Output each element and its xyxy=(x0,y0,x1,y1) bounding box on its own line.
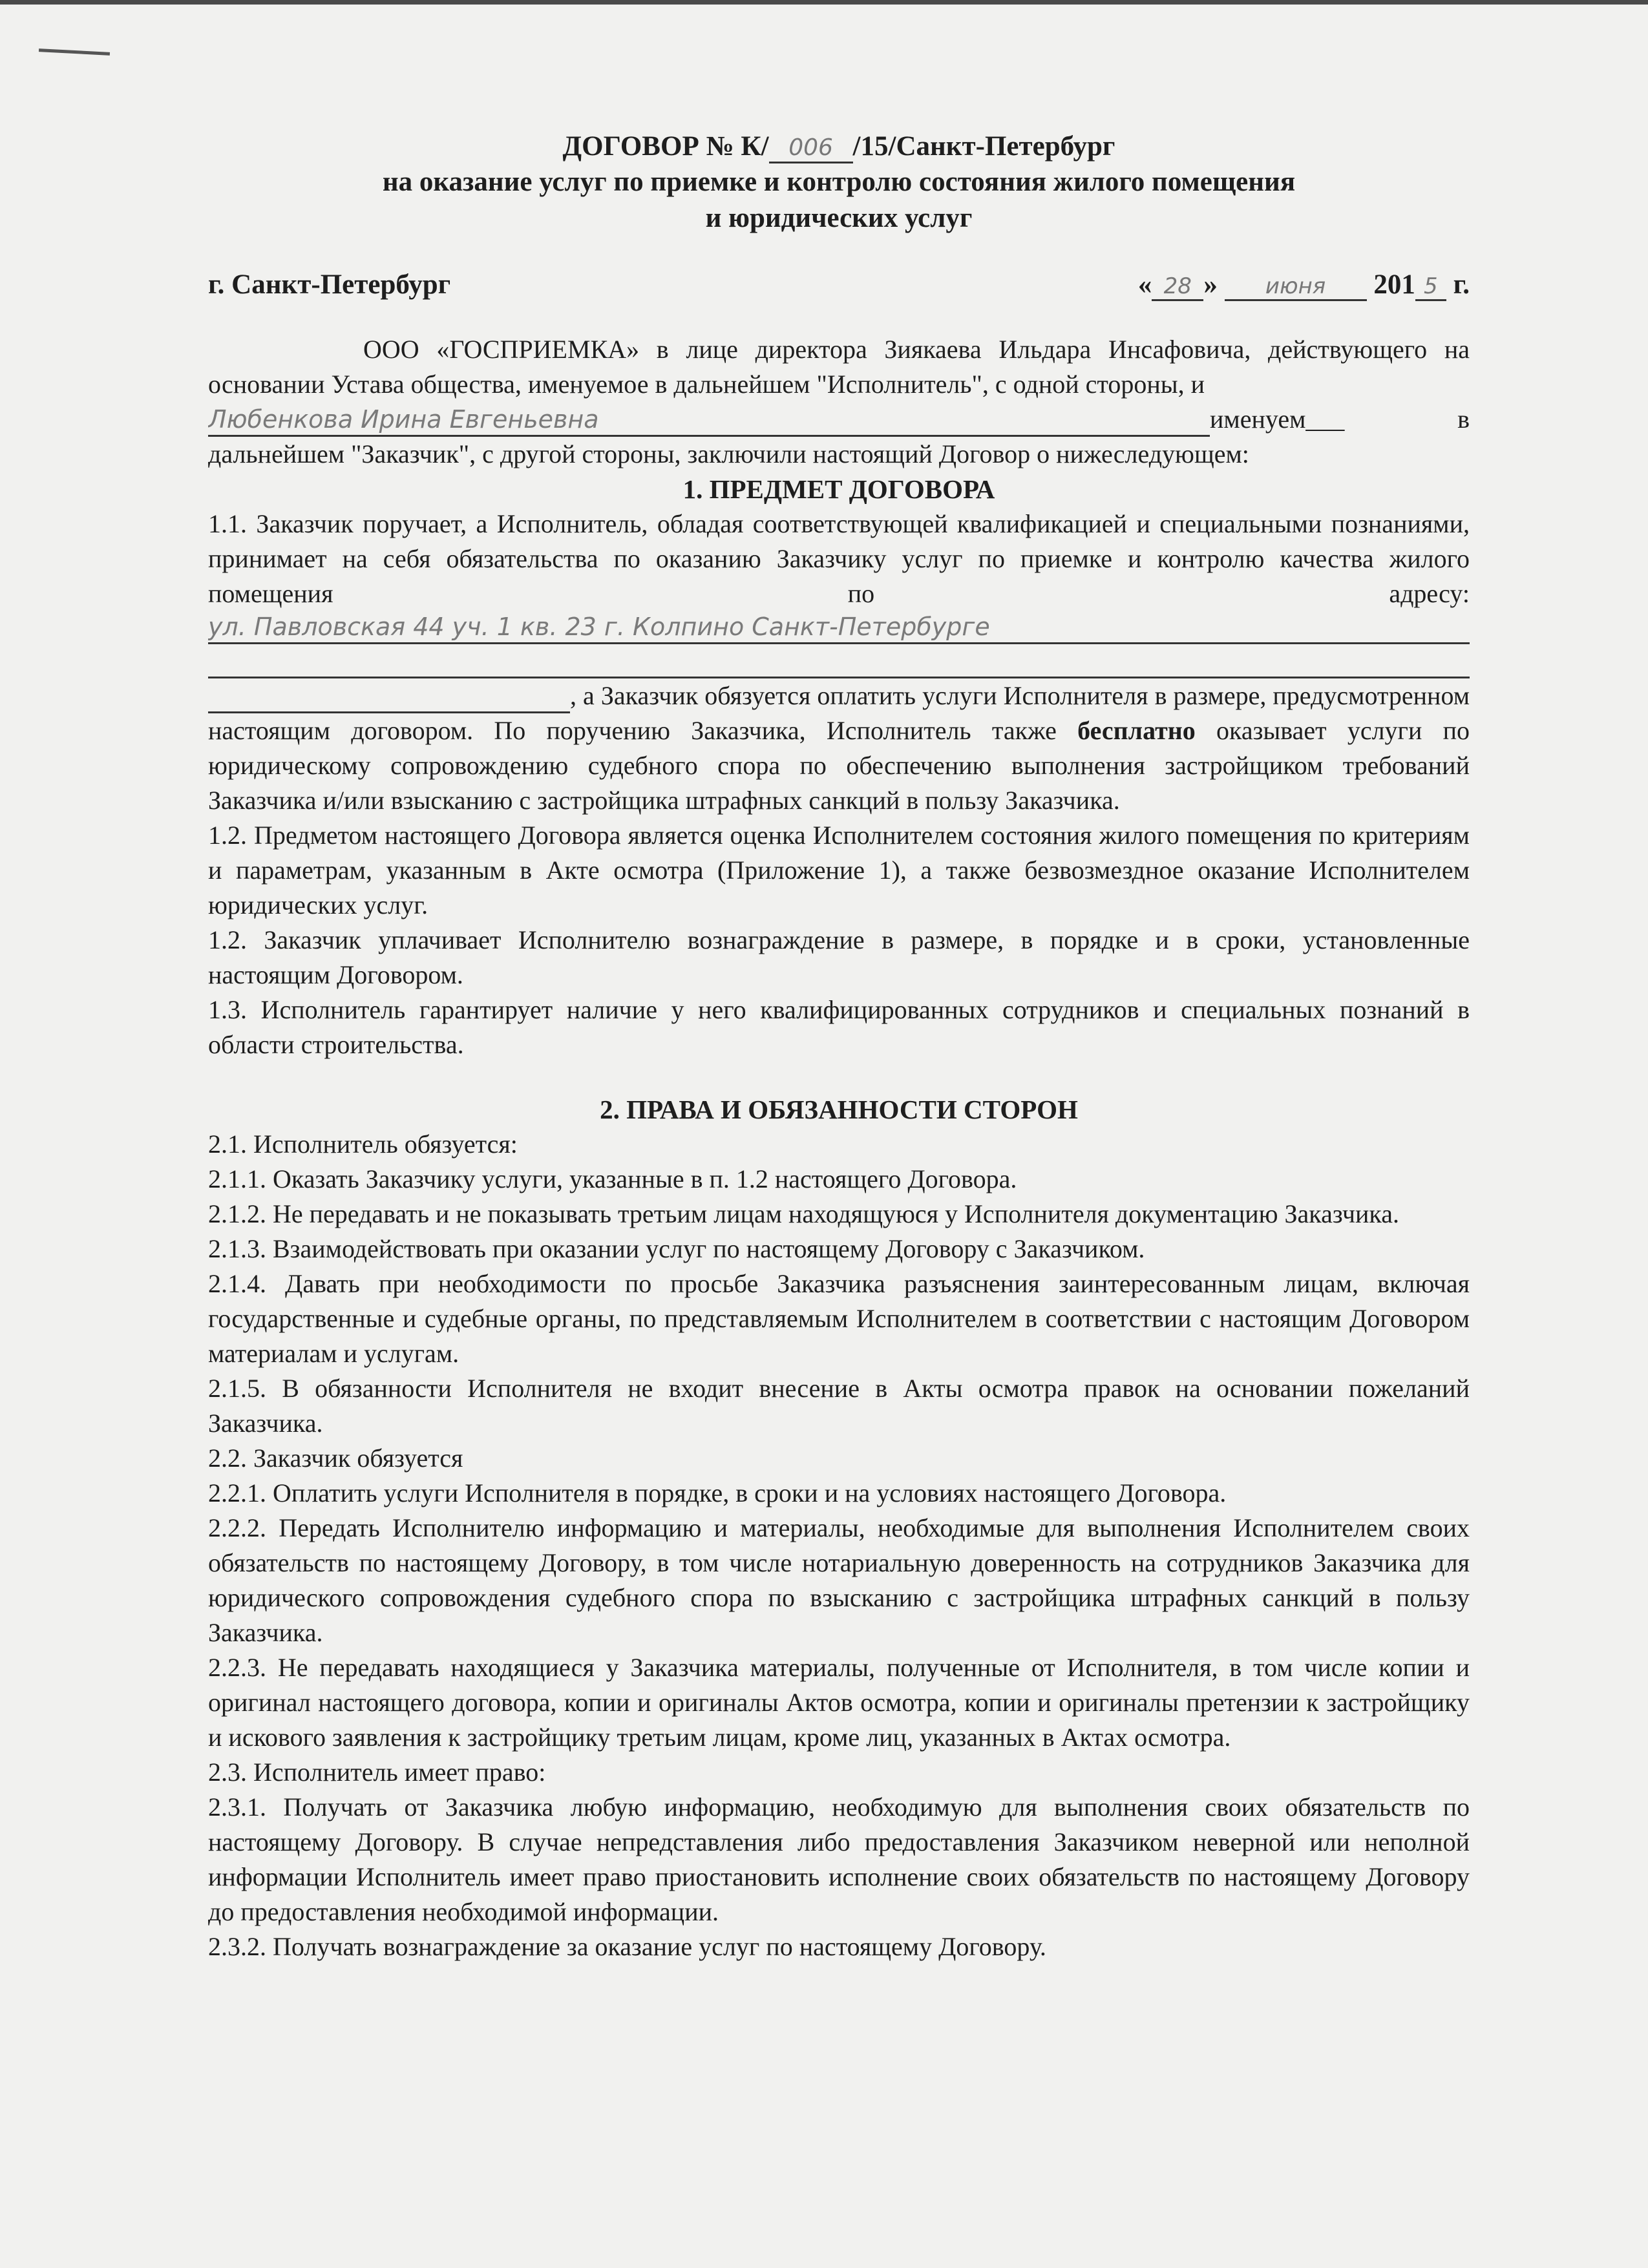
clause-2-2: 2.2. Заказчик обязуется xyxy=(208,1444,463,1473)
contract-subtitle-2: и юридических услуг xyxy=(705,203,973,233)
price-blank xyxy=(208,686,570,713)
clause-2-2-1: 2.2.1. Оплатить услуги Исполнителя в порядке, в сроки и на условиях настоящего Договора. xyxy=(208,1478,1227,1507)
scan-edge xyxy=(0,0,1648,5)
date-year-digit: 5 xyxy=(1415,273,1446,301)
scan-mark xyxy=(39,48,110,56)
contract-date: « 28 » июня 201 5 г. xyxy=(1137,269,1470,300)
contract-number-handwritten: 006 xyxy=(769,134,853,163)
clause-2-2-2: 2.2.2. Передать Исполнителю информацию и материалы, необходимые для выполнения Исполнителем своих обязательств по настоящему Договору, в том числе нотариальную доверенность на сотрудников Заказчика для юридического сопровождения судебного спора по взысканию с застройщика штрафных санкций в пользу Заказчика. xyxy=(208,1513,1470,1647)
clause-2-2-3: 2.2.3. Не передавать находящиеся у Заказчика материалы, полученные от Исполнителя, в том числе копии и оригинал настоящего договора, копии и оригиналы Актов осмотра, копии и оригиналы претензии к застройщику и искового заявления к застройщику третьим лицам, кроме лиц, указанных в Актах осмотра. xyxy=(208,1653,1470,1752)
clause-2-1-3: 2.1.3. Взаимодействовать при оказании услуг по настоящему Договору с Заказчиком. xyxy=(208,1234,1145,1263)
address-line xyxy=(208,611,1470,644)
clause-1-1-start: 1.1. Заказчик поручает, а Исполнитель, обладая соответствующей квалификацией и специальными познаниями, принимает на себя обязательства по оказанию Заказчику услуг по приемке и контролю качества жилого помещения по адресу: xyxy=(208,509,1470,608)
contract-title: ДОГОВОР № К/ 006 /15/Санкт-Петербург xyxy=(208,129,1470,164)
city-date-row xyxy=(208,268,1470,302)
clause-2-3-2: 2.3.2. Получать вознаграждение за оказание услуг по настоящему Договору. xyxy=(208,1932,1046,1961)
clause-2-1: 2.1. Исполнитель обязуется: xyxy=(208,1129,518,1159)
clause-1-1-cont: , а Заказчик обязуется оплатить услуги Исполнителя в размере, предусмотренном настоящим договором. По поручению Заказчика, Исполнитель также бесплатно оказывает услуги по юридическому сопровождению судебного спора по обеспечению выполнения застройщиком требований Заказчика и/или взысканию с застройщика штрафных санкций в пользу Заказчика. xyxy=(208,681,1470,815)
customer-name-handwritten: Любенкова Ирина Евгеньевна xyxy=(208,404,1210,437)
clause-1-2a: 1.2. Предметом настоящего Договора является оценка Исполнителем состояния жилого помещения по критериям и параметрам, указанным в Акте осмотра (Приложение 1), а также безвозмездное оказание Исполнителем юридических услуг. xyxy=(208,821,1470,919)
preamble-text: ООО «ГОСПРИЕМКА» в лице директора Зиякаева Ильдара Инсафовича, действующего на основании Устава общества, именуемое в дальнейшем "Исполнитель", с одной стороны, и xyxy=(208,335,1470,399)
section-1-title: 1. ПРЕДМЕТ ДОГОВОРА xyxy=(682,474,995,504)
preamble-end: дальнейшем "Заказчик", с другой стороны, заключили настоящий Договор о нижеследующем: xyxy=(208,439,1249,468)
contract-subtitle-1: на оказание услуг по приемке и контролю состояния жилого помещения xyxy=(382,167,1296,197)
customer-name-line: Любенкова Ирина Евгеньевна именуем___ в xyxy=(208,402,1470,437)
clause-2-1-5: 2.1.5. В обязанности Исполнителя не входит внесение в Акты осмотра правок на основании пожеланий Заказчика. xyxy=(208,1374,1470,1438)
city: г. Санкт-Петербург xyxy=(208,269,451,300)
clause-1-3: 1.3. Исполнитель гарантирует наличие у него квалифицированных сотрудников и специальных познаний в области строительства. xyxy=(208,995,1470,1059)
contract-page xyxy=(208,129,1470,1964)
clause-2-3: 2.3. Исполнитель имеет право: xyxy=(208,1758,546,1787)
address-blank-line xyxy=(208,644,1470,678)
clause-1-2b: 1.2. Заказчик уплачивает Исполнителю вознаграждение в размере, в порядке и в сроки, установленные настоящим Договором. xyxy=(208,925,1470,989)
date-month: июня xyxy=(1225,273,1367,301)
clause-2-1-1: 2.1.1. Оказать Заказчику услуги, указанные в п. 1.2 настоящего Договора. xyxy=(208,1164,1017,1193)
address-handwritten: ул. Павловская 44 уч. 1 кв. 23 г. Колпино Санкт-Петербурге xyxy=(208,611,1470,644)
date-day: 28 xyxy=(1152,273,1203,301)
clause-2-1-4: 2.1.4. Давать при необходимости по просьбе Заказчика разъяснения заинтересованным лицам, включая государственные и судебные органы, по представляемым Исполнителем в соответствии с настоящим Договором материалам и услугам. xyxy=(208,1269,1470,1368)
clause-2-3-1: 2.3.1. Получать от Заказчика любую информацию, необходимую для выполнения своих обязательств по настоящему Договору. В случае непредставления либо предоставления Заказчиком неверной или неполной информации Исполнитель имеет право приостановить исполнение своих обязательств по настоящему Договору до предоставления необходимой информации. xyxy=(208,1792,1470,1926)
clause-2-1-2: 2.1.2. Не передавать и не показывать третьим лицам находящуюся у Исполнителя документацию Заказчика. xyxy=(208,1199,1399,1228)
section-2-title: 2. ПРАВА И ОБЯЗАННОСТИ СТОРОН xyxy=(600,1095,1078,1124)
